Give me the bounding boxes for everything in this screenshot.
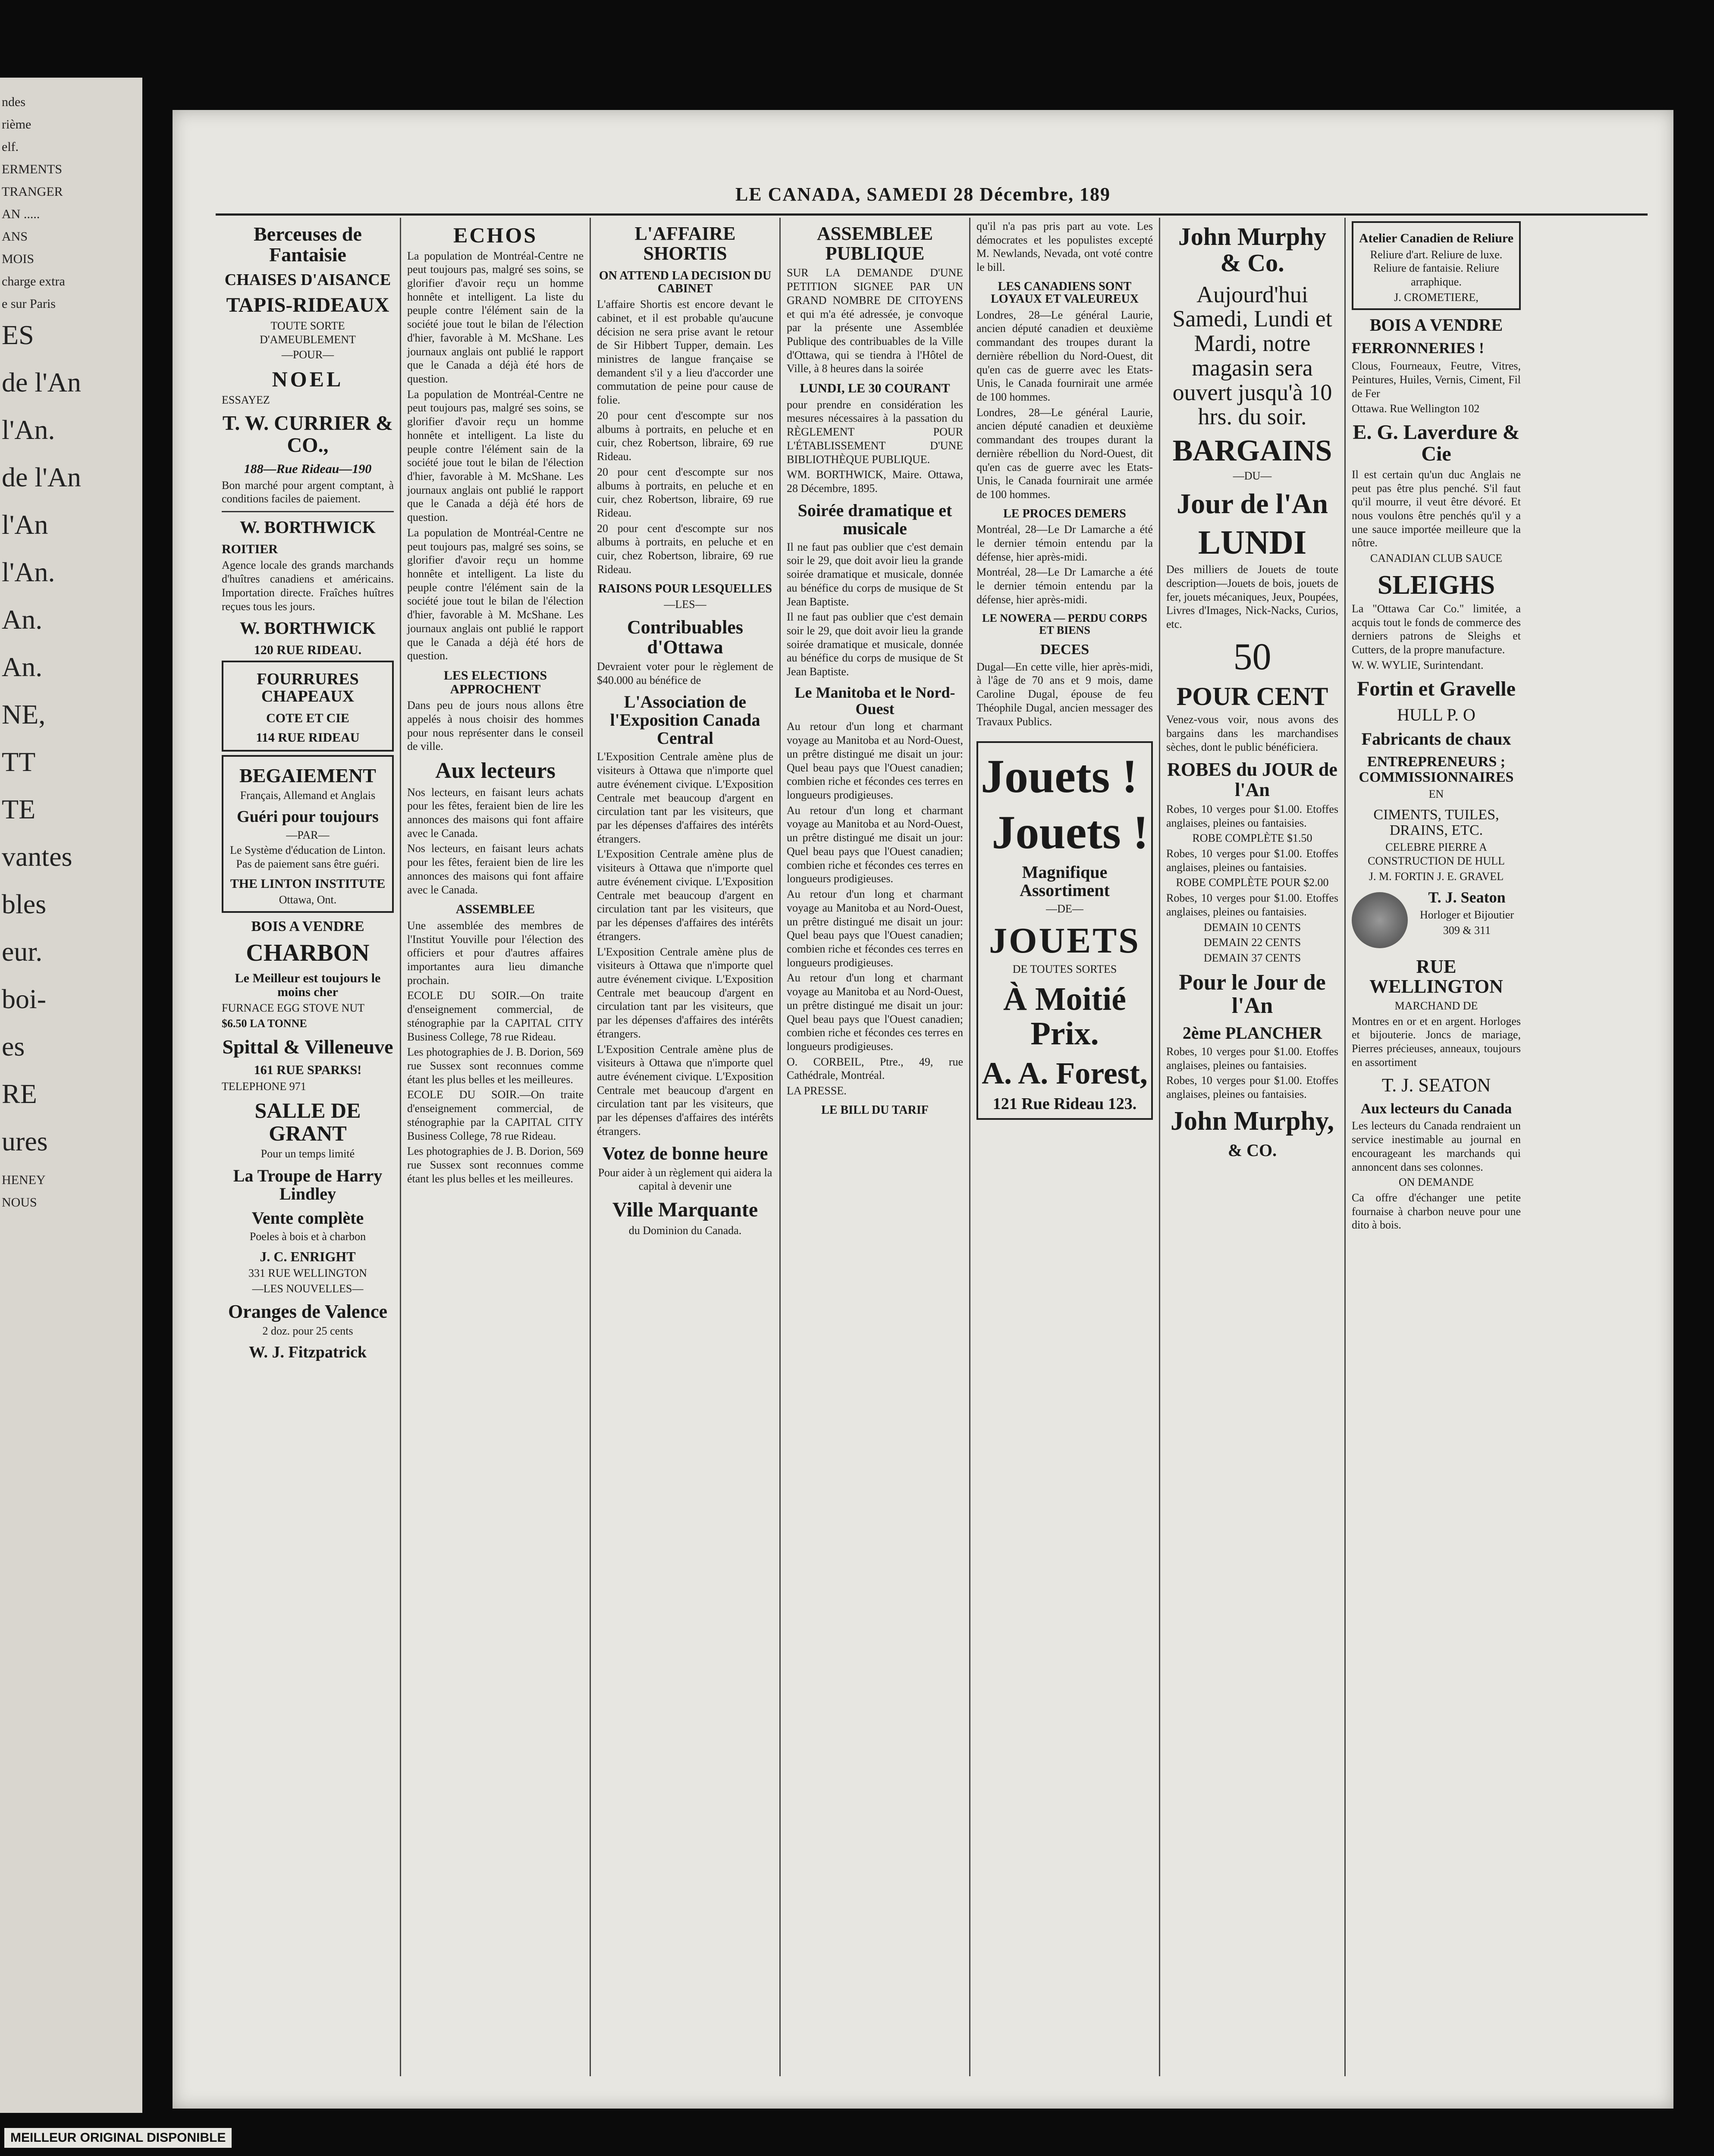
- demain-37: DEMAIN 37 CENTS: [1203, 952, 1301, 965]
- demain-10: DEMAIN 10 CENTS: [1203, 921, 1301, 934]
- reliure-sub: Reliure d'art. Reliure de luxe. Reliure de fantaisie. Reliure arraphique.: [1370, 248, 1503, 288]
- echos-text-2: La population de Montréal-Centre ne peut toujours pas, malgré ses soins, se glorifier d'avoir reçu un homme honnête et intelligent. La liste du peuple contre l'élément sain de la société joue tout le bilan de l'élection d'hier, favorable à M. McShane. Les journaux anglais ont publié le rapport que le Canada a déjà été hors de question.: [407, 388, 584, 524]
- fortin-title: Fortin et Gravelle: [1357, 677, 1516, 700]
- bill-title: LE BILL DU TARIF: [821, 1103, 929, 1117]
- previous-page-text: de l'An: [2, 367, 81, 398]
- previous-page-text: TT: [2, 746, 36, 777]
- aux-lecteurs-text: Nos lecteurs, en faisant leurs achats pour les fêtes, feraient bien de lire les annonces des maisons qui font affaire avec le Canada.: [407, 786, 584, 840]
- contribuables-text: Devraient voter pour le règlement de $40.000 au bénéfice de: [597, 660, 773, 686]
- fifty-label: 50: [1233, 636, 1271, 678]
- deces-title: DECES: [1040, 642, 1089, 658]
- nowera-title: LE NOWERA — PERDU CORPS ET BIENS: [982, 612, 1147, 636]
- previous-page-text: AN .....: [2, 207, 40, 221]
- jouets-ad: [976, 741, 1153, 1120]
- nouvelles-label: —LES NOUVELLES—: [252, 1282, 364, 1295]
- lundi-title: LUNDI, LE 30 COURANT: [800, 381, 950, 396]
- murphy2-sub: & CO.: [1227, 1140, 1277, 1160]
- furnace-price: $6.50 LA TONNE: [222, 1017, 307, 1030]
- ciments-title: CIMENTS, TUILES, DRAINS, ETC.: [1373, 807, 1499, 838]
- fourrures-ad: [222, 661, 394, 752]
- begaiement-par: —PAR—: [286, 828, 330, 841]
- previous-page-text: TE: [2, 794, 36, 824]
- previous-page-text: rième: [2, 117, 31, 132]
- lundi-title: LUNDI: [1198, 523, 1307, 561]
- seaton2-title: T. J. SEATON: [1381, 1074, 1491, 1096]
- aux-lecteurs-title: Aux lecteurs du Canada: [1360, 1100, 1512, 1117]
- votez-title: Votez de bonne heure: [602, 1144, 768, 1164]
- presse-label: LA PRESSE.: [787, 1084, 847, 1097]
- previous-page-text: charge extra: [2, 274, 65, 288]
- reliure-title: Atelier Canadien de Reliure: [1359, 231, 1514, 245]
- assemblee-publique-text: SUR LA DEMANDE D'UNE PETITION SIGNEE PAR UN GRAND NOMBRE DE CITOYENS et qui m'a été adressée, je convoque par la présente une Assemblée Publique des contribuables de la Ville d'Ottawa, qui se tiendra à l'Hôtel de Ville, à 8 heures dans la soirée: [787, 266, 963, 375]
- plancher-title: 2ème PLANCHER: [1182, 1023, 1322, 1043]
- loyaux-text: Londres, 28—Le général Laurie, ancien député canadien et deuxième commandant des troupes durant la dernière rébellion du Nord-Ouest, dit qu'en cas de guerre avec les Etats-Unis, le Canada fournirait une armée de 100 hommes.: [976, 308, 1153, 403]
- sleighs-text: La "Ottawa Car Co." limitée, a acquis tout le fonds de commerce des derniers patrons de Sleighs et Cutters, de la propre manufacture.: [1352, 602, 1521, 656]
- forest-address: 121 Rue Rideau 123.: [992, 1095, 1137, 1113]
- marchand-label: MARCHAND DE: [1394, 999, 1478, 1012]
- ad-noel: NOEL: [272, 367, 344, 392]
- shortis-sub: ON ATTEND LA DECISION DU CABINET: [599, 269, 772, 295]
- assemblee-text: Une assemblée des membres de l'Institut Youville pour l'élection des officiers et pour d'autres affaires importantes aura lieu dimanche prochain.: [407, 919, 584, 987]
- proces-title: LE PROCES DEMERS: [1003, 507, 1126, 520]
- ad-pour: —POUR—: [281, 348, 334, 361]
- furnace-list: FURNACE EGG STOVE NUT: [222, 1002, 365, 1015]
- note-albums-3: 20 pour cent d'escompte sur nos albums à portraits, en peluche et en cuir, chez Robertson, libraire, 69 rue Rideau.: [597, 522, 773, 576]
- previous-page-text: bles: [2, 889, 47, 919]
- enright-name: J. C. ENRIGHT: [260, 1248, 356, 1264]
- aux-lecteurs-title: Aux lecteurs: [435, 758, 556, 783]
- previous-page-text: l'An.: [2, 414, 55, 445]
- bois-title: BOIS A VENDRE: [1369, 315, 1503, 335]
- column-3: [591, 218, 781, 2076]
- note-albums: 20 pour cent d'escompte sur nos albums à portraits, en peluche et en cuir, chez Robertson, libraire, 69 rue Rideau.: [597, 409, 773, 463]
- laverdure-text: Il est certain qu'un duc Anglais ne peut pas être plus penché. S'il faut qu'il mourre, il veut être dévoré. Et nous voulons être penchés qu'il y a une sauce importée meilleure que la nôtre.: [1352, 468, 1521, 549]
- demande-text: Ca offre d'échanger une petite fournaise à charbon neuve pour une dito à bois.: [1352, 1191, 1521, 1232]
- lundi-text: pour prendre en considération les mesures nécessaires à la passation du RÈGLEMENT POUR L'ÉTABLISSEMENT D'UNE BIBLIOTHÈQUE PUBLIQUE.: [787, 398, 963, 466]
- masthead: LE CANADA, SAMEDI 28 Décembre, 189: [735, 184, 1111, 205]
- borthwick-sub: ROITIER: [222, 542, 278, 556]
- masthead-rule: [216, 213, 1648, 216]
- borthwick-text: Agence locale des grands marchands d'huîtres canadiens et américains. Importation directe. Fraîches huîtres reçues tous les jours.: [222, 559, 394, 613]
- column-6: [1160, 218, 1346, 2076]
- proces-text-2: Montréal, 28—Le Dr Lamarche a été le dernier témoin entendu par la défense, hier après-midi.: [976, 566, 1153, 606]
- ferronneries-address: Ottawa. Rue Wellington 102: [1352, 402, 1480, 415]
- murphy2-title: John Murphy,: [1170, 1106, 1334, 1136]
- medallion-image: [1352, 892, 1408, 948]
- wylie-signature: W. W. WYLIE, Surintendant.: [1352, 658, 1484, 671]
- deces-text: Dugal—En cette ville, hier après-midi, à l'âge de 70 ans et 9 mois, dame Caroline Dugal, épouse de feu Théophile Dugal, ancien messager des Travaux Publics.: [976, 660, 1153, 728]
- previous-page-text: An.: [2, 604, 43, 635]
- currier-note: Bon marché pour argent comptant, à conditions faciles de paiement.: [222, 479, 394, 505]
- ferronneries-title: FERRONNERIES !: [1352, 339, 1485, 357]
- elections-text: Dans peu de jours nous allons être appelés à nous choisir des hommes pour nous représenter dans le conseil de ville.: [407, 699, 584, 753]
- previous-page-text: ERMENTS: [2, 162, 63, 176]
- jouets-title-3: JOUETS: [989, 921, 1140, 961]
- currier-name: T. W. CURRIER & CO.,: [222, 412, 393, 457]
- newspaper-page: [173, 110, 1673, 2109]
- troupe-title: La Troupe de Harry Lindley: [233, 1166, 383, 1204]
- enright-address: 331 RUE WELLINGTON: [248, 1267, 367, 1280]
- fourrures-sub: COTE ET CIE: [266, 711, 349, 725]
- robe-complete-2: ROBE COMPLÈTE POUR $2.00: [1176, 876, 1329, 889]
- borthwick2-address: 120 RUE RIDEAU.: [254, 643, 362, 658]
- ad-essayez: ESSAYEZ: [222, 393, 270, 406]
- sleighs-title: SLEIGHS: [1377, 570, 1495, 600]
- jouets-title-1: Jouets !: [981, 750, 1138, 803]
- votez-text: Pour aider à un règlement qui aidera la capital à devenir une: [598, 1166, 772, 1193]
- begaiement-title: BEGAIEMENT: [239, 764, 376, 787]
- wellington-title: RUE WELLINGTON: [1369, 956, 1503, 997]
- robes-text-3: Robes, 10 verges pour $1.00. Etoffes anglaises, pleines ou fantaisies.: [1166, 892, 1338, 918]
- manitoba-text: Au retour d'un long et charmant voyage au Manitoba et au Nord-Ouest, un prêtre distingué me disait un jour: Quel beau pays que l'Ouest canadien; combien riche et fécondes ces terres en longueurs prodigieuses.: [787, 720, 963, 802]
- en-label: EN: [1428, 788, 1444, 801]
- seaton-name: T. J. Seaton: [1428, 888, 1506, 906]
- divider: [222, 511, 394, 512]
- previous-page-text: RE: [2, 1078, 37, 1109]
- soiree-title: Soirée dramatique et musicale: [797, 500, 952, 538]
- manitoba-text-2: Au retour d'un long et charmant voyage au Manitoba et au Nord-Ouest, un prêtre distingué me disait un jour: Quel beau pays que l'Ouest canadien; combien riche et fécondes ces terres en longueurs prodigieuses.: [787, 804, 963, 885]
- linton-address: Ottawa, Ont.: [279, 893, 337, 906]
- oranges-title: Oranges de Valence: [228, 1300, 388, 1322]
- begaiement-system: Le Système d'éducation de Linton. Pas de paiement sans être guéri.: [230, 844, 386, 870]
- column-2: [401, 218, 591, 2076]
- robes-text-2: Robes, 10 verges pour $1.00. Etoffes anglaises, pleines ou fantaisies.: [1166, 847, 1338, 874]
- shortis-text: L'affaire Shortis est encore devant le cabinet, et il est probable qu'aucune décision ne sera prise avant le retour de Sir Hibbert Tupper, demain. Les ministres de langue française se demandent s'il y a lieu d'accorder une commutation de peine pour cause de folie.: [597, 298, 773, 407]
- previous-page-text: de l'An: [2, 462, 81, 492]
- ecole-text: ECOLE DU SOIR.—On traite d'enseignement commercial, de sténographie par la CAPITAL CITY Business College, 78 rue Rideau.: [407, 989, 584, 1043]
- ad-ameublement: TOUTE SORTE D'AMEUBLEMENT: [260, 319, 356, 346]
- bois-title: BOIS A VENDRE: [251, 918, 364, 934]
- fourrures-title: FOURRURES CHAPEAUX: [257, 670, 359, 705]
- begaiement-gueri: Guéri pour toujours: [237, 807, 379, 826]
- corbeil-signature: O. CORBEIL, Ptre., 49, rue Cathédrale, Montréal.: [787, 1055, 963, 1082]
- association-text: L'Exposition Centrale amène plus de visiteurs à Ottawa que n'importe quel autre événement civique. L'Exposition Centrale met beaucoup d'argent en circulation tant par les visiteurs, que par les dépenses d'affaires des intérêts étrangers.: [597, 750, 773, 845]
- photos-text: Les photographies de J. B. Dorion, 569 rue Sussex sont reconnues comme étant les plus belles et les meilleures.: [407, 1046, 584, 1086]
- salle-title: SALLE DE GRANT: [254, 1098, 361, 1145]
- moitie-prix: À Moitié Prix.: [1003, 981, 1126, 1052]
- ad-chaises: CHAISES D'AISANCE: [224, 270, 391, 289]
- previous-page-text: HENEY: [2, 1173, 46, 1187]
- laverdure-title: E. G. Laverdure & Cie: [1353, 421, 1520, 466]
- fortin-names: J. M. FORTIN J. E. GRAVEL: [1369, 870, 1504, 883]
- murphy-title: John Murphy & Co.: [1178, 222, 1327, 277]
- fabricants-title: Fabricants de chaux: [1361, 729, 1511, 749]
- bargains-title: BARGAINS: [1172, 434, 1332, 467]
- de-label: —DE—: [1046, 903, 1083, 915]
- previous-page-text: ures: [2, 1126, 48, 1156]
- jouets-title-2: Jouets !: [992, 805, 1149, 859]
- les-label: —LES—: [664, 598, 706, 611]
- previous-page-text: ES: [2, 320, 34, 350]
- jour-title: Jour de l'An: [1177, 488, 1328, 520]
- assemblee-title: ASSEMBLEE: [455, 902, 535, 917]
- spittal-address: 161 RUE SPARKS!: [254, 1063, 362, 1078]
- loyaux-title: LES CANADIENS SONT LOYAUX ET VALEUREUX: [991, 279, 1139, 306]
- magnifique-text: Magnifique Assortiment: [1020, 862, 1110, 900]
- aux-lecteurs-text-2: Nos lecteurs, en faisant leurs achats pour les fêtes, feraient bien de lire les annonces des maisons qui font affaire avec le Canada.: [407, 842, 584, 896]
- best-original-label: MEILLEUR ORIGINAL DISPONIBLE: [4, 2128, 232, 2148]
- column-7: [1346, 218, 1527, 2076]
- ad-tapis: TAPIS-RIDEAUX: [226, 294, 389, 317]
- marchand-text: Montres en or et en argent. Horloges et bijouterie. Joncs de mariage, Pierres précieuses, anneaux, toujours en assortiment: [1352, 1015, 1521, 1069]
- club-sauce: CANADIAN CLUB SAUCE: [1370, 552, 1503, 565]
- ecole-text-2: ECOLE DU SOIR.—On traite d'enseignement commercial, de sténographie par la CAPITAL CITY Business College, 78 rue Rideau.: [407, 1088, 584, 1142]
- robes-text-5: Robes, 10 verges pour $1.00. Etoffes anglaises, pleines ou fantaisies.: [1166, 1074, 1338, 1101]
- soiree-text: Il ne faut pas oublier que c'est demain soir le 29, que doit avoir lieu la grande soirée dramatique et musicale, donnée au bénéfice du corps de musique de St Jean Baptiste.: [787, 540, 963, 608]
- intro-text: qu'il n'a pas pris part au vote. Les démocrates et les populistes excepté M. Newlands, Nevada, ont voté contre le bill.: [976, 220, 1153, 274]
- croteau-name: J. CROMETIERE,: [1394, 291, 1479, 304]
- vente-title: Vente complète: [251, 1208, 364, 1228]
- echos-text-3: La population de Montréal-Centre ne peut toujours pas, malgré ses soins, se glorifier d'avoir reçu un homme honnête et intelligent. La liste du peuple contre l'élément sain de la société joue tout le bilan de l'élection d'hier, favorable à M. McShane. Les journaux anglais ont publié le rapport que le Canada a déjà été hors de question.: [407, 526, 584, 662]
- shortis-title: L'AFFAIRE SHORTIS: [634, 223, 736, 264]
- elections-title: LES ELECTIONS APPROCHENT: [443, 668, 547, 696]
- linton-name: THE LINTON INSTITUTE: [230, 876, 386, 891]
- echos-text: La population de Montréal-Centre ne peut toujours pas, malgré ses soins, se glorifier d'avoir reçu un homme honnête et intelligent. La liste du peuple contre l'élément sain de la société joue tout le bilan de l'élection d'hier, favorable à M. McShane. Les journaux anglais ont publié le rapport que le Canada a déjà été hors de question.: [407, 249, 584, 385]
- previous-page-text: ANS: [2, 229, 28, 244]
- ville-sub: du Dominion du Canada.: [628, 1224, 742, 1237]
- soiree-text-2: Il ne faut pas oublier que c'est demain soir le 29, que doit avoir lieu la grande soirée dramatique et musicale, donnée au bénéfice du corps de musique de St Jean Baptiste.: [787, 611, 963, 678]
- spittal-telephone: TELEPHONE 971: [222, 1080, 306, 1093]
- jour-text: Des milliers de Jouets de toute description—Jouets de bois, jouets de fer, jouets mécaniques, Jeux, Poupées, Livres d'Images, Nick-Nacks, Curios, etc.: [1166, 563, 1338, 631]
- du-label: —DU—: [1233, 470, 1272, 483]
- pour-cent-title: POUR CENT: [1176, 682, 1328, 711]
- previous-page-text: eur.: [2, 936, 43, 967]
- maire-signature: WM. BORTHWICK, Maire. Ottawa, 28 Décembre, 1895.: [787, 468, 963, 495]
- begaiement-ad: [222, 755, 394, 913]
- borthwick-name: W. BORTHWICK: [240, 517, 376, 537]
- seaton-ad: [1352, 890, 1521, 937]
- loyaux-text-2: Londres, 28—Le général Laurie, ancien député canadien et deuxième commandant des troupes durant la dernière rébellion du Nord-Ouest, dit qu'en cas de guerre avec les Etats-Unis, le Canada fournirait une armée de 100 hommes.: [976, 406, 1153, 501]
- proces-text: Montréal, 28—Le Dr Lamarche a été le dernier témoin entendu par la défense, hier après-midi.: [976, 523, 1153, 563]
- previous-page-text: l'An.: [2, 557, 55, 587]
- robes-title: ROBES du JOUR de l'An: [1167, 759, 1337, 800]
- assemblee-publique-title: ASSEMBLEE PUBLIQUE: [817, 223, 933, 264]
- previous-page-text: TRANGER: [2, 185, 63, 199]
- previous-page-text: e sur Paris: [2, 297, 56, 311]
- spittal-name: Spittal & Villeneuve: [222, 1035, 393, 1058]
- raisons-title: RAISONS POUR LESQUELLES: [598, 582, 772, 595]
- previous-page-text: elf.: [2, 140, 19, 154]
- association-text-4: L'Exposition Centrale amène plus de visiteurs à Ottawa que n'importe quel autre événement civique. L'Exposition Centrale met beaucoup d'argent en circulation tant par les visiteurs, que par les dépenses d'affaires des intérêts étrangers.: [597, 1043, 773, 1138]
- ferronneries-items: Clous, Fourneaux, Feutre, Vitres, Peintures, Huiles, Vernis, Ciment, Fil de Fer: [1352, 360, 1521, 400]
- begaiement-sub: Français, Allemand et Anglais: [240, 789, 376, 802]
- association-text-2: L'Exposition Centrale amène plus de visiteurs à Ottawa que n'importe quel autre événement civique. L'Exposition Centrale met beaucoup d'argent en circulation tant par les visiteurs, que par les dépenses d'affaires des intérêts étrangers.: [597, 848, 773, 943]
- demande-title: ON DEMANDE: [1398, 1176, 1474, 1189]
- previous-page-text: An.: [2, 652, 43, 682]
- charbon-sub: Le Meilleur est toujours le moins cher: [235, 971, 381, 999]
- vente-text: Poeles à bois et à charbon: [249, 1230, 366, 1243]
- borthwick2-name: W. BORTHWICK: [240, 618, 376, 638]
- oranges-price: 2 doz. pour 25 cents: [262, 1325, 353, 1337]
- manitoba-text-4: Au retour d'un long et charmant voyage au Manitoba et au Nord-Ouest, un prêtre distingué me disait un jour: Quel beau pays que l'Ouest canadien; combien riche et fécondes ces terres en longueurs prodigieuses.: [787, 971, 963, 1053]
- toutes-sortes: DE TOUTES SORTES: [1012, 963, 1117, 976]
- previous-page-text: vantes: [2, 841, 72, 872]
- aux-lecteurs-text: Les lecteurs du Canada rendraient un service inestimable au journal en encourageant les marchands qui annoncent dans ses colonnes.: [1352, 1119, 1521, 1173]
- previous-page-text: ndes: [2, 95, 25, 109]
- pour-jour-title: Pour le Jour de l'An: [1179, 970, 1326, 1018]
- previous-page-text: NE,: [2, 699, 46, 730]
- seaton-address: 309 & 311: [1443, 924, 1491, 937]
- column-5: [970, 218, 1160, 2076]
- ville-title: Ville Marquante: [612, 1198, 758, 1222]
- column-4: [781, 218, 970, 2076]
- echos-title: ECHOS: [453, 223, 538, 247]
- robes-text-4: Robes, 10 verges pour $1.00. Etoffes anglaises, pleines ou fantaisies.: [1166, 1045, 1338, 1072]
- previous-page-text: es: [2, 1031, 25, 1062]
- pour-cent-text: Venez-vous voir, nous avons des bargains dans les marchandises sèches, dont le public bénéficiera.: [1166, 713, 1338, 753]
- manitoba-text-3: Au retour d'un long et charmant voyage au Manitoba et au Nord-Ouest, un prêtre distingué me disait un jour: Quel beau pays que l'Ouest canadien; combien riche et fécondes ces terres en longueurs prodigieuses.: [787, 888, 963, 969]
- manitoba-title: Le Manitoba et le Nord-Ouest: [794, 683, 955, 718]
- column-1: [216, 218, 401, 2076]
- note-albums-2: 20 pour cent d'escompte sur nos albums à portraits, en peluche et en cuir, chez Robertson, libraire, 69 rue Rideau.: [597, 465, 773, 519]
- association-title: L'Association de l'Exposition Canada Central: [610, 692, 760, 748]
- previous-page-text: MOIS: [2, 252, 35, 266]
- previous-page-text: l'An: [2, 509, 48, 540]
- association-text-3: L'Exposition Centrale amène plus de visiteurs à Ottawa que n'importe quel autre événement civique. L'Exposition Centrale met beaucoup d'argent en circulation tant par les visiteurs, que par les dépenses d'affaires des intérêts étrangers.: [597, 945, 773, 1040]
- reliure-ad: [1352, 221, 1521, 310]
- aujourdhui-text: Aujourd'hui Samedi, Lundi et Mardi, notre magasin sera ouvert jusqu'à 10 hrs. du soir.: [1172, 281, 1332, 430]
- ad-berceuses: Berceuses de Fantaisie: [254, 223, 362, 266]
- fitzpatrick-name: W. J. Fitzpatrick: [248, 1343, 367, 1361]
- entrepreneurs-title: ENTREPRENEURS ; COMMISSIONNAIRES: [1359, 753, 1514, 785]
- contribuables-title: Contribuables d'Ottawa: [627, 616, 743, 658]
- demain-22: DEMAIN 22 CENTS: [1203, 936, 1301, 949]
- previous-page-text: NOUS: [2, 1195, 37, 1210]
- robe-complete: ROBE COMPLÈTE $1.50: [1192, 832, 1312, 845]
- hull-label: HULL P. O: [1397, 705, 1475, 724]
- currier-address: 188—Rue Rideau—190: [244, 462, 372, 476]
- previous-page-fragment: [0, 78, 142, 2113]
- celebre-text: CELEBRE PIERRE A CONSTRUCTION DE HULL: [1368, 841, 1505, 868]
- forest-name: A. A. Forest,: [982, 1056, 1148, 1091]
- charbon-title: CHARBON: [246, 939, 370, 966]
- robes-text: Robes, 10 verges pour $1.00. Etoffes anglaises, pleines ou fantaisies.: [1166, 802, 1338, 829]
- photos-text-2: Les photographies de J. B. Dorion, 569 rue Sussex sont reconnues comme étant les plus belles et les meilleures.: [407, 1145, 584, 1185]
- salle-sub: Pour un temps limité: [261, 1147, 355, 1160]
- fourrures-address: 114 RUE RIDEAU: [256, 730, 360, 745]
- seaton-sub: Horloger et Bijoutier: [1419, 909, 1514, 921]
- previous-page-text: boi-: [2, 984, 47, 1014]
